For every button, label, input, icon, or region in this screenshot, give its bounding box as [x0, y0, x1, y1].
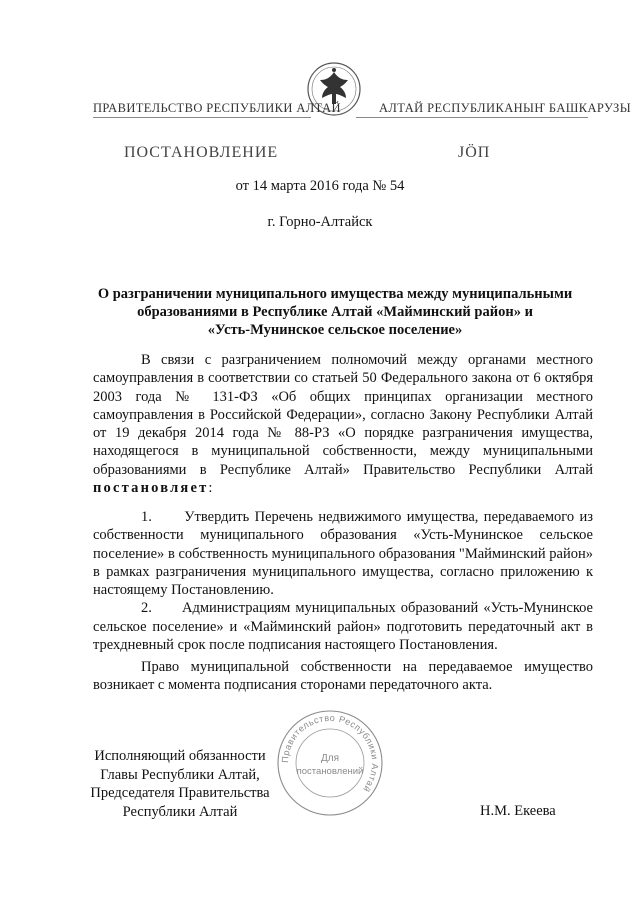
decree-item: 2. Администрациям муниципальных образований «Усть-Мунинское сельское поселение» и «Майминский район» подготовить передаточный акт в трехдневный срок после подписания настоящего Постановления. [93, 600, 593, 654]
preamble-text: В связи с разграничением полномочий между органами местного самоуправления в соответствии со статьей 50 Федерального закона от 6 октября 2003 года № 131-ФЗ «Об общих принципах организации местного самоуправления в Российской Федерации», согласно Закону Республики Алтай от 19 декабря 2014 года № 88-РЗ «О порядке разграничения имущества, находящегося в муниципальной собственности, между муниципальными образованиями в Республике Алтай» Правительство Республики Алтай [93, 352, 593, 478]
closing-paragraph [93, 658, 593, 695]
signatory-name: Н.М. Екеева [480, 803, 556, 819]
doc-type-alt: JÖП [458, 144, 491, 161]
doc-type-ru: ПОСТАНОВЛЕНИЕ [124, 144, 279, 161]
title-line: образованиями в Республике Алтай «Майминский район» и [137, 304, 533, 320]
document-city: г. Горно-Алтайск [267, 214, 373, 230]
title-line: О разграничении муниципального имущества между муниципальными [97, 286, 573, 302]
signatory-line: Республики Алтай [122, 803, 238, 820]
preamble-paragraph [93, 351, 593, 497]
closing-text: Право муниципальной собственности на передаваемое имущество возникает с момента подписания сторонами передаточного акта. [93, 659, 593, 694]
stamp-center-line: Для [320, 753, 340, 764]
header-government-ru: ПРАВИТЕЛЬСТВО РЕСПУБЛИКИ АЛТАЙ [93, 101, 341, 115]
stamp-center-line: постановлений [296, 766, 364, 777]
title-line: «Усть-Мунинское сельское поселение» [207, 322, 463, 338]
decree-colon: : [208, 480, 213, 497]
decree-word: постановляет [93, 480, 209, 497]
document-date-number: от 14 марта 2016 года № 54 [235, 178, 405, 194]
header-divider-right [356, 117, 588, 118]
header-government-alt: АЛТАЙ РЕСПУБЛИКАНЫҤ БАШКАРУЗЫ [379, 101, 632, 115]
decree-items [93, 508, 593, 654]
signatory-line: Главы Республики Алтай, [100, 766, 260, 783]
signatory-line: Председателя Правительства [90, 785, 270, 801]
stamp-ring-text: Правительство Республики Алтай [279, 712, 381, 795]
decree-item: 1. Утвердить Перечень недвижимого имущества, передаваемого из собственности муниципального образования «Усть-Мунинское сельское поселение» в собственность муниципального образования "Майминский район» в рамках разграничения муниципального имущества, согласно приложению к настоящему Постановлению. [93, 509, 593, 599]
header-divider-left [93, 117, 311, 118]
signatory-title [80, 747, 280, 821]
official-stamp [274, 707, 386, 819]
document-title [80, 285, 590, 339]
signatory-line: Исполняющий обязанности [94, 748, 266, 764]
